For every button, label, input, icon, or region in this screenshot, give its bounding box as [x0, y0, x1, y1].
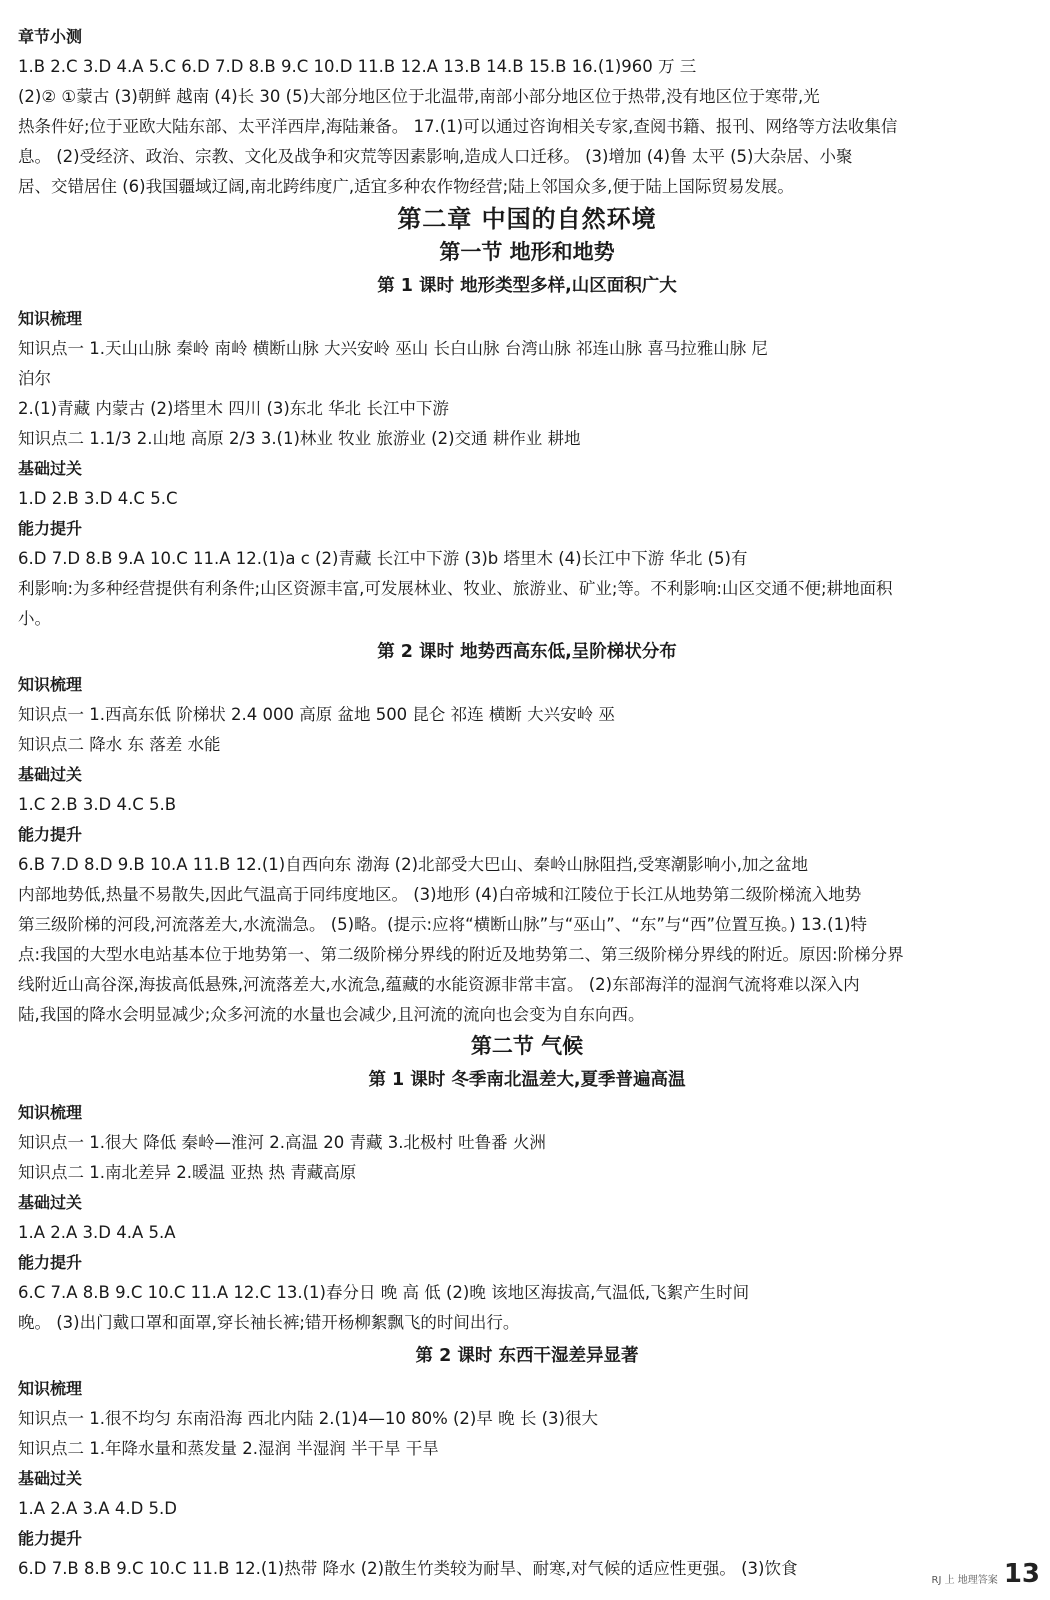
basic-heading: 基础过关: [18, 1469, 83, 1488]
answer-line: 点:我国的大型水电站基本位于地势第一、第二级阶梯分界线的附近及地势第二、第三级阶梯分界线的附近。原因:阶梯分界: [18, 945, 904, 964]
ability-heading: 能力提升: [18, 825, 83, 844]
answer-line: 6.C 7.A 8.B 9.C 10.C 11.A 12.C 13.(1)春分日 晚 高 低 (2)晚 该地区海拔高,气温低,飞絮产生时间: [18, 1283, 750, 1302]
ability-heading: 能力提升: [18, 1253, 83, 1272]
answer-line: (2)② ①蒙古 (3)朝鲜 越南 (4)长 30 (5)大部分地区位于北温带,南部小部分地区位于热带,没有地区位于寒带,光: [18, 87, 820, 106]
answer-line: 6.D 7.B 8.B 9.C 10.C 11.B 12.(1)热带 降水 (2)散生竹类较为耐旱、耐寒,对气候的适应性更强。 (3)饮食: [18, 1559, 798, 1578]
answer-line: 息。 (2)受经济、政治、宗教、文化及战争和灾荒等因素影响,造成人口迁移。 (3)增加 (4)鲁 太平 (5)大杂居、小聚: [18, 147, 853, 166]
unit-test-heading: 章节小测: [18, 27, 83, 46]
answer-line: 利影响:为多种经营提供有利条件;山区资源丰富,可发展林业、牧业、旅游业、矿业;等。不利影响:山区交通不便;耕地面积: [18, 579, 893, 598]
answer-line: 知识点一 1.西高东低 阶梯状 2.4 000 高原 盆地 500 昆仑 祁连 横断 大兴安岭 巫: [18, 705, 615, 724]
ability-heading: 能力提升: [18, 1529, 83, 1548]
answer-line: 陆,我国的降水会明显减少;众多河流的水量也会减少,且河流的流向也会变为自东向西。: [18, 1005, 645, 1024]
answer-line: 1.A 2.A 3.A 4.D 5.D: [18, 1499, 177, 1518]
lesson-title: 第 2 课时 东西干湿差异显著: [415, 1346, 639, 1366]
section-title: 第二节 气候: [470, 1034, 584, 1058]
answer-line: 2.(1)青藏 内蒙古 (2)塔里木 四川 (3)东北 华北 长江中下游: [18, 399, 449, 418]
answer-line: 知识点一 1.很大 降低 秦岭—淮河 2.高温 20 青藏 3.北极村 吐鲁番 火洲: [18, 1133, 546, 1152]
answer-line: 晚。 (3)出门戴口罩和面罩,穿长袖长裤;错开杨柳絮飘飞的时间出行。: [18, 1313, 520, 1332]
answer-line: 知识点一 1.很不均匀 东南沿海 西北内陆 2.(1)4—10 80% (2)早 晚 长 (3)很大: [18, 1409, 598, 1428]
lesson-title: 第 2 课时 地势西高东低,呈阶梯状分布: [377, 642, 677, 662]
answer-line: 1.B 2.C 3.D 4.A 5.C 6.D 7.D 8.B 9.C 10.D 11.B 12.A 13.B 14.B 15.B 16.(1)960 万 三: [18, 57, 697, 76]
answer-line: 知识点二 1.年降水量和蒸发量 2.湿润 半湿润 半干旱 干旱: [18, 1439, 439, 1458]
basic-heading: 基础过关: [18, 1193, 83, 1212]
answer-line: 第三级阶梯的河段,河流落差大,水流湍急。 (5)略。(提示:应将“横断山脉”与“巫山”、“东”与“西”位置互换。) 13.(1)特: [18, 915, 868, 934]
answer-line: 知识点一 1.天山山脉 秦岭 南岭 横断山脉 大兴安岭 巫山 长白山脉 台湾山脉 祁连山脉 喜马拉雅山脉 尼: [18, 339, 768, 358]
answer-line: 热条件好;位于亚欧大陆东部、太平洋西岸,海陆兼备。 17.(1)可以通过咨询相关专家,查阅书籍、报刊、网络等方法收集信: [18, 117, 898, 136]
lesson-title: 第 1 课时 地形类型多样,山区面积广大: [377, 276, 677, 296]
answer-line: 泊尔: [18, 369, 51, 388]
chapter-title: 第二章 中国的自然环境: [397, 205, 657, 233]
answer-line: 1.A 2.A 3.D 4.A 5.A: [18, 1223, 176, 1242]
page-number: 13: [1003, 1559, 1040, 1589]
review-heading: 知识梳理: [18, 309, 83, 328]
answer-line: 内部地势低,热量不易散失,因此气温高于同纬度地区。 (3)地形 (4)白帝城和江陵位于长江从地势第二级阶梯流入地势: [18, 885, 862, 904]
review-heading: 知识梳理: [18, 675, 83, 694]
ability-heading: 能力提升: [18, 519, 83, 538]
answer-line: 知识点二 1.南北差异 2.暖温 亚热 热 青藏高原: [18, 1163, 357, 1182]
answer-line: 1.D 2.B 3.D 4.C 5.C: [18, 489, 178, 508]
page-footer: [932, 1560, 1040, 1588]
answer-line: 线附近山高谷深,海拔高低悬殊,河流落差大,水流急,蕴藏的水能资源非常丰富。 (2)东部海洋的湿润气流将难以深入内: [18, 975, 860, 994]
answer-line: 知识点二 1.1/3 2.山地 高原 2/3 3.(1)林业 牧业 旅游业 (2)交通 耕作业 耕地: [18, 429, 581, 448]
review-heading: 知识梳理: [18, 1103, 83, 1122]
answer-line: 1.C 2.B 3.D 4.C 5.B: [18, 795, 177, 814]
answer-line: 小。: [18, 609, 51, 628]
answer-line: 6.D 7.D 8.B 9.A 10.C 11.A 12.(1)a c (2)青藏 长江中下游 (3)b 塔里木 (4)长江中下游 华北 (5)有: [18, 549, 748, 568]
basic-heading: 基础过关: [18, 459, 83, 478]
lesson-title: 第 1 课时 冬季南北温差大,夏季普遍高温: [368, 1070, 686, 1090]
section-title: 第一节 地形和地势: [439, 240, 615, 264]
review-heading: 知识梳理: [18, 1379, 83, 1398]
answer-line: 知识点二 降水 东 落差 水能: [18, 735, 221, 754]
footer-label: RJ 上 地理答案: [931, 1575, 998, 1586]
basic-heading: 基础过关: [18, 765, 83, 784]
answer-line: 居、交错居住 (6)我国疆域辽阔,南北跨纬度广,适宜多种农作物经营;陆上邻国众多,便于陆上国际贸易发展。: [18, 177, 794, 196]
answer-line: 6.B 7.D 8.D 9.B 10.A 11.B 12.(1)自西向东 渤海 (2)北部受大巴山、秦岭山脉阻挡,受寒潮影响小,加之盆地: [18, 855, 809, 874]
